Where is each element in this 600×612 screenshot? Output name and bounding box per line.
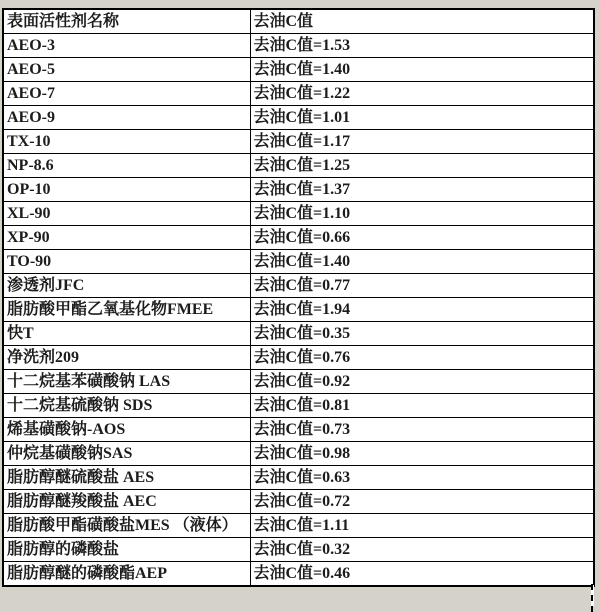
table-row — [3, 442, 594, 466]
table-row — [3, 130, 594, 154]
surfactant-name-cell: TO-90 — [3, 250, 250, 274]
surfactant-name-cell: TX-10 — [3, 130, 250, 154]
surfactant-name-cell: 十二烷基苯磺酸钠 LAS — [3, 370, 250, 394]
header-row — [3, 9, 594, 34]
surfactant-name-cell: 脂肪醇醚羧酸盐 AEC — [3, 490, 250, 514]
table-row — [3, 34, 594, 58]
header-c-value: 去油C值 — [250, 9, 594, 34]
c-value-cell: 去油C值=0.76 — [250, 346, 594, 370]
table-row — [3, 226, 594, 250]
c-value-cell: 去油C值=1.11 — [250, 514, 594, 538]
c-value-cell: 去油C值=0.92 — [250, 370, 594, 394]
c-value-cell: 去油C值=1.10 — [250, 202, 594, 226]
table-row — [3, 394, 594, 418]
surfactant-c-value-table — [2, 8, 595, 587]
c-value-cell: 去油C值=1.25 — [250, 154, 594, 178]
table-row — [3, 490, 594, 514]
surfactant-name-cell: AEO-7 — [3, 82, 250, 106]
table-header — [3, 9, 594, 34]
table-row — [3, 514, 594, 538]
table-row — [3, 106, 594, 130]
surfactant-name-cell: XP-90 — [3, 226, 250, 250]
table-body — [3, 34, 594, 587]
surfactant-name-cell: 烯基磺酸钠-AOS — [3, 418, 250, 442]
c-value-cell: 去油C值=1.53 — [250, 34, 594, 58]
surfactant-name-cell: 十二烷基硫酸钠 SDS — [3, 394, 250, 418]
table-row — [3, 418, 594, 442]
c-value-cell: 去油C值=1.22 — [250, 82, 594, 106]
c-value-cell: 去油C值=0.63 — [250, 466, 594, 490]
table-row — [3, 562, 594, 587]
surfactant-name-cell: 仲烷基磺酸钠SAS — [3, 442, 250, 466]
c-value-cell: 去油C值=0.77 — [250, 274, 594, 298]
surfactant-name-cell: 脂肪醇醚的磷酸酯AEP — [3, 562, 250, 587]
table-row — [3, 202, 594, 226]
c-value-cell: 去油C值=1.40 — [250, 58, 594, 82]
table-row — [3, 298, 594, 322]
surfactant-name-cell: 脂肪酸甲酯磺酸盐MES （液体） — [3, 514, 250, 538]
table-row — [3, 466, 594, 490]
surfactant-name-cell: AEO-9 — [3, 106, 250, 130]
c-value-cell: 去油C值=0.73 — [250, 418, 594, 442]
c-value-cell: 去油C值=0.72 — [250, 490, 594, 514]
surfactant-name-cell: NP-8.6 — [3, 154, 250, 178]
surfactant-name-cell: 渗透剂JFC — [3, 274, 250, 298]
surfactant-name-cell: XL-90 — [3, 202, 250, 226]
c-value-cell: 去油C值=1.37 — [250, 178, 594, 202]
c-value-cell: 去油C值=0.98 — [250, 442, 594, 466]
table-row — [3, 538, 594, 562]
header-surfactant-name: 表面活性剂名称 — [3, 9, 250, 34]
surfactant-name-cell: OP-10 — [3, 178, 250, 202]
table-row — [3, 370, 594, 394]
c-value-cell: 去油C值=1.40 — [250, 250, 594, 274]
table-row — [3, 82, 594, 106]
surfactant-name-cell: AEO-3 — [3, 34, 250, 58]
surfactant-name-cell: AEO-5 — [3, 58, 250, 82]
table-row — [3, 58, 594, 82]
c-value-cell: 去油C值=1.17 — [250, 130, 594, 154]
c-value-cell: 去油C值=1.01 — [250, 106, 594, 130]
text-boundary-dashed-line — [591, 584, 593, 612]
c-value-cell: 去油C值=0.46 — [250, 562, 594, 587]
table-row — [3, 346, 594, 370]
c-value-cell: 去油C值=0.81 — [250, 394, 594, 418]
table-row — [3, 250, 594, 274]
c-value-cell: 去油C值=1.94 — [250, 298, 594, 322]
surfactant-name-cell: 脂肪醇醚硫酸盐 AES — [3, 466, 250, 490]
surfactant-name-cell: 脂肪醇的磷酸盐 — [3, 538, 250, 562]
table-row — [3, 322, 594, 346]
table-row — [3, 154, 594, 178]
c-value-cell: 去油C值=0.66 — [250, 226, 594, 250]
surfactant-name-cell: 脂肪酸甲酯乙氧基化物FMEE — [3, 298, 250, 322]
table-row — [3, 274, 594, 298]
surfactant-name-cell: 快T — [3, 322, 250, 346]
c-value-cell: 去油C值=0.32 — [250, 538, 594, 562]
c-value-cell: 去油C值=0.35 — [250, 322, 594, 346]
table-row — [3, 178, 594, 202]
surfactant-name-cell: 净洗剂209 — [3, 346, 250, 370]
